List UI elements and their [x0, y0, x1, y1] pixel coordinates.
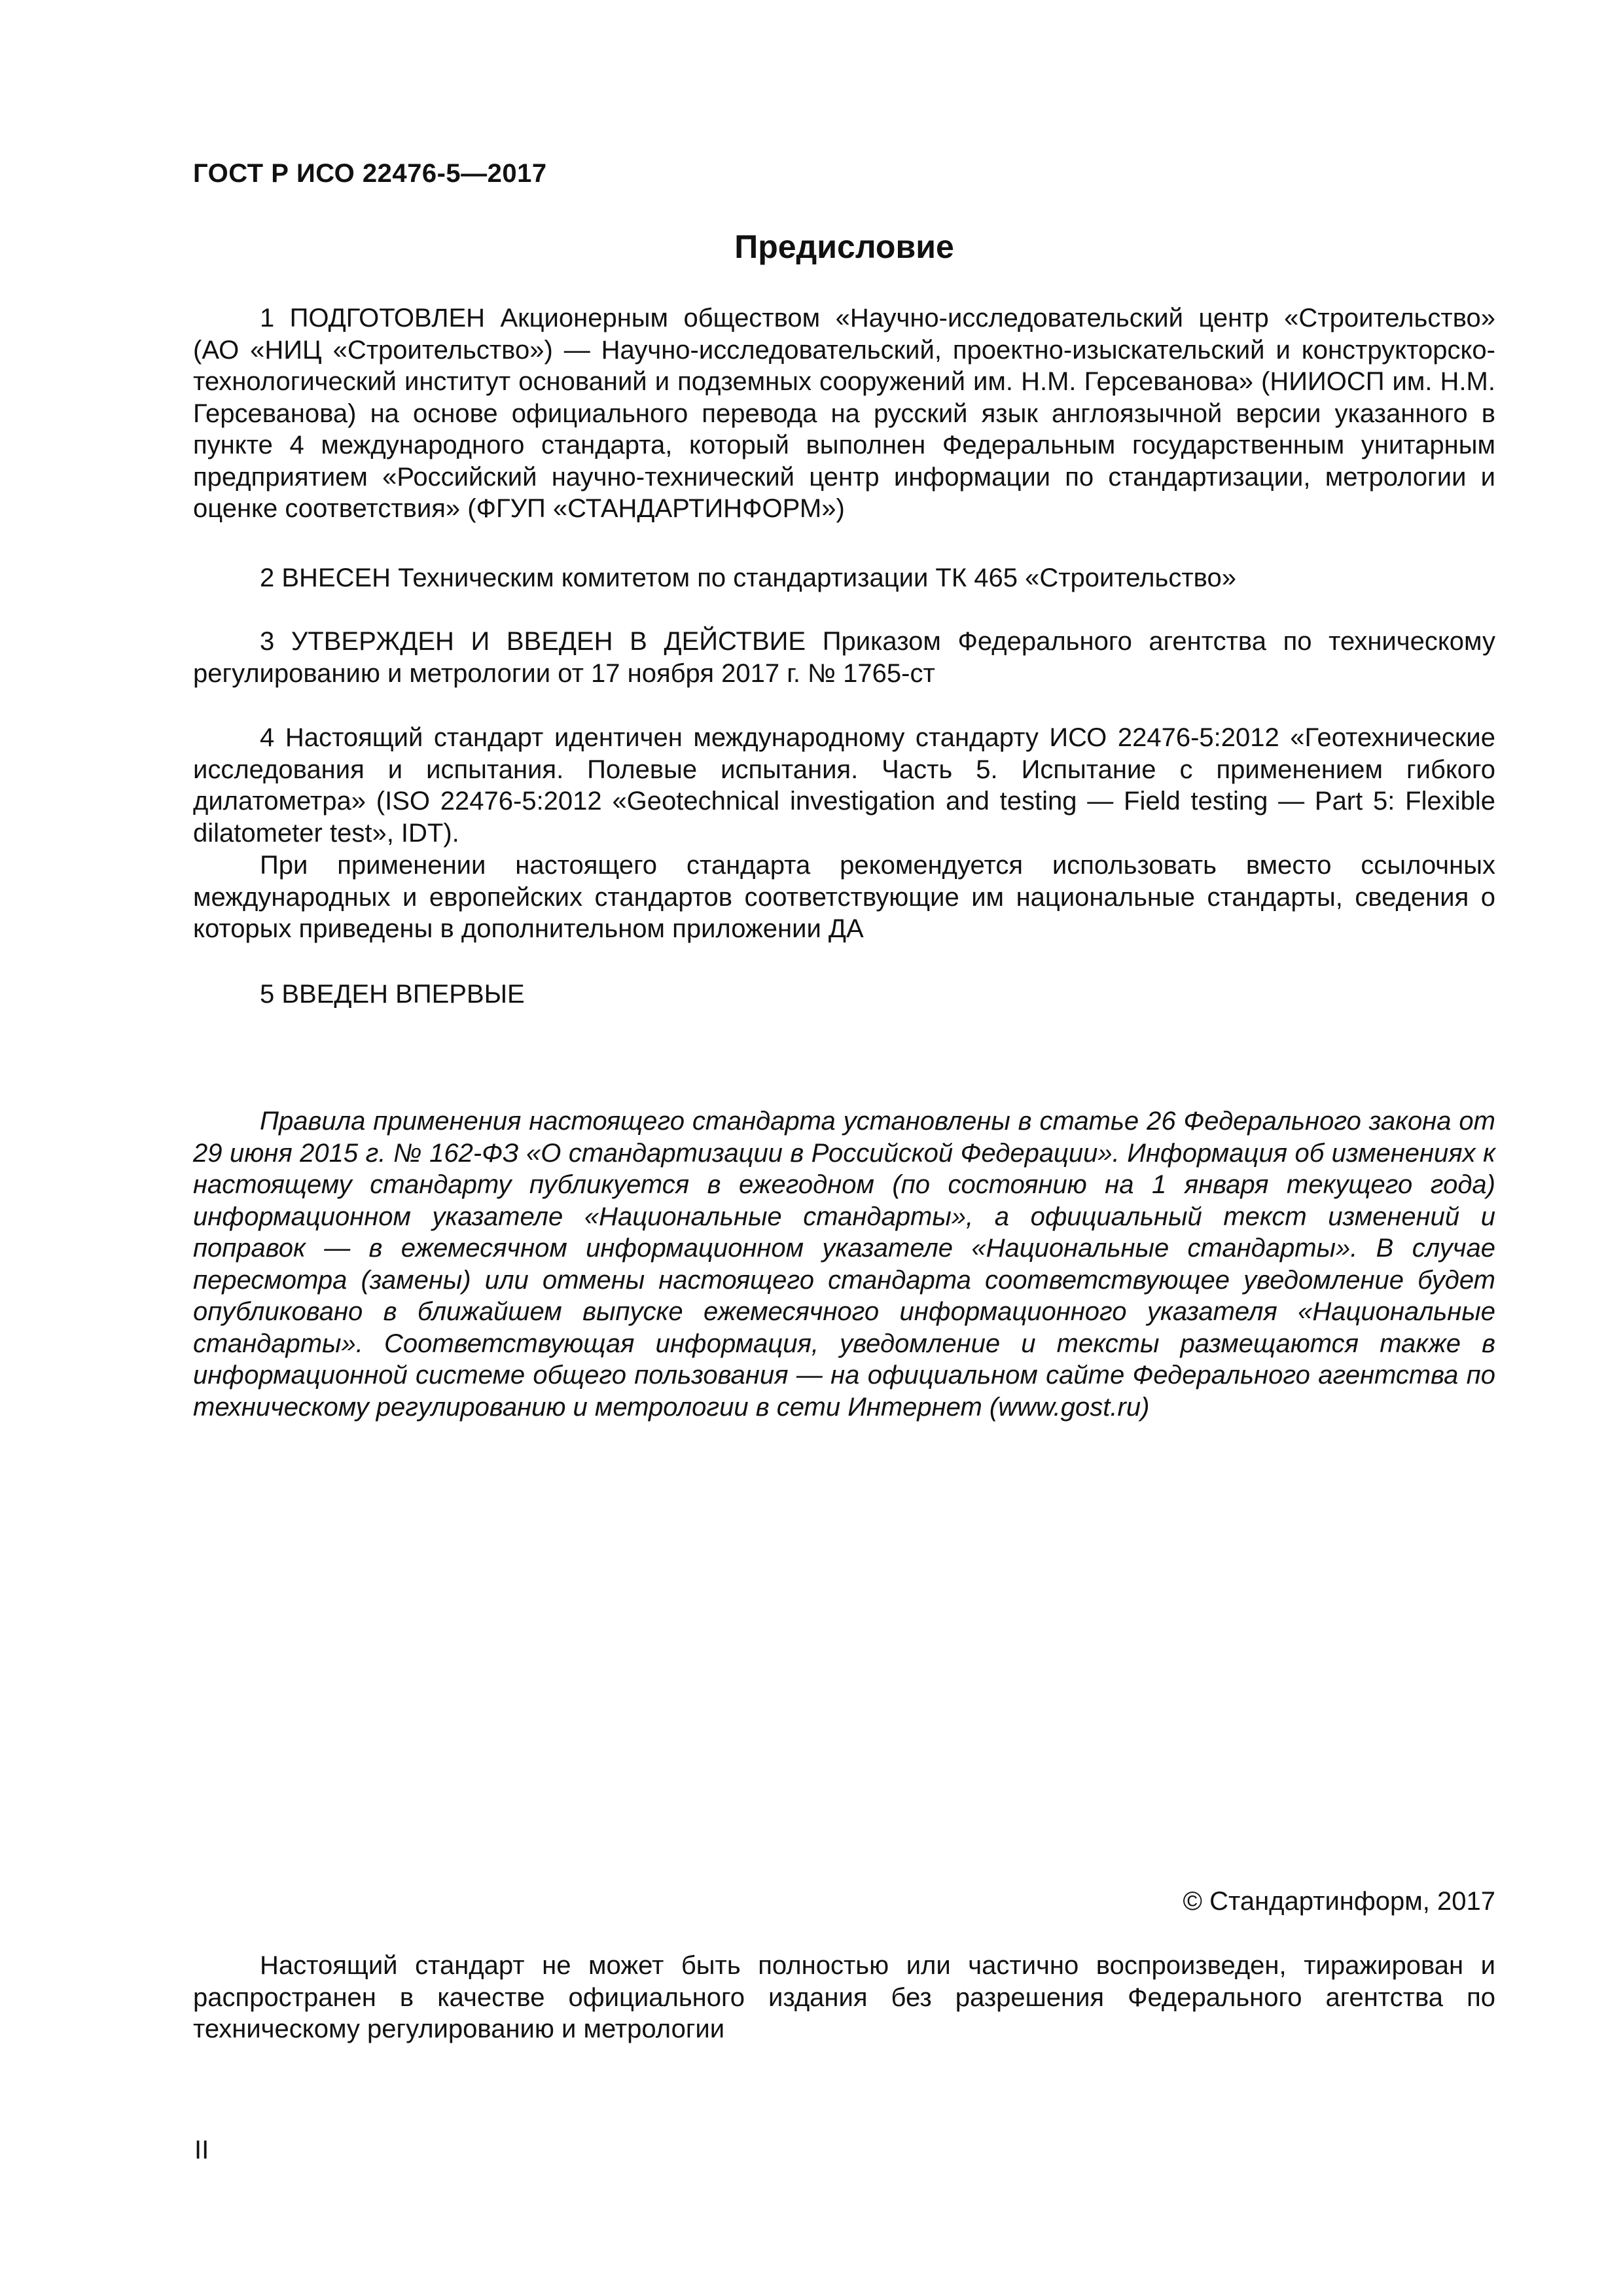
preface-item-1: 1 ПОДГОТОВЛЕН Акционерным обществом «Научно-исследовательский центр «Строительство» (АО «НИЦ «Строительство») — Научно-исследовательский, проектно-изыскательский и конструкторско-технологический институт оснований и подземных сооружений им. Н.М. Герсеванова» (НИИОСП им. Н.М. Герсеванова) на основе официального перевода на русский язык англоязычной версии указанного в пункте 4 международного стандарта, который выполнен Федеральным государственным унитарным предприятием «Российский научно-технический центр информации по стандартизации, метрологии и оценке соответствия» (ФГУП «СТАНДАРТИНФОРМ»): [193, 304, 1495, 523]
standard-code-header: ГОСТ Р ИСО 22476-5—2017: [193, 159, 547, 188]
reproduction-notice: Настоящий стандарт не может быть полностью или частично воспроизведен, тиражирован и распространен в качестве официального издания без разрешения Федерального агентства по техническому регулированию и метрологии: [193, 1951, 1495, 2043]
page-title: Предисловие: [734, 228, 954, 265]
preface-item-2: 2 ВНЕСЕН Техническим комитетом по стандартизации ТК 465 «Строительство»: [260, 564, 1236, 592]
preface-item-5: 5 ВВЕДЕН ВПЕРВЫЕ: [260, 980, 525, 1009]
application-rules-note: Правила применения настоящего стандарта установлены в статье 26 Федерального закона от 29 июня 2015 г. № 162-ФЗ «О стандартизации в Российской Федерации». Информация об изменениях к настоящему стандарту публикуется в ежегодном (по состоянию на 1 января текущего года) информационном указателе «Национальные стандарты», а официальный текст изменений и поправок — в ежемесячном информационном указателе «Национальные стандарты». В случае пересмотра (замены) или отмены настоящего стандарта соответствующее уведомление будет опубликовано в ближайшем выпуске ежемесячного информационного указателя «Национальные стандарты». Соответствующая информация, уведомление и тексты размещаются также в информационной системе общего пользования — на официальном сайте Федерального агентства по техническому регулированию и метрологии в сети Интернет (www.gost.ru): [193, 1107, 1495, 1422]
preface-item-3: 3 УТВЕРЖДЕН И ВВЕДЕН В ДЕЙСТВИЕ Приказом Федерального агентства по техническому регулированию и метрологии от 17 ноября 2017 г. № 1765-ст: [193, 627, 1495, 688]
preface-item-4: 4 Настоящий стандарт идентичен международному стандарту ИСО 22476-5:2012 «Геотехнические исследования и испытания. Полевые испытания. Часть 5. Испытание с применением гибкого дилатометра» (ISO 22476-5:2012 «Geotechnical investigation and testing — Field testing — Part 5: Flexible dilatometer test», IDT).: [193, 723, 1495, 848]
page-number: II: [194, 2136, 209, 2164]
copyright-line: © Стандартинформ, 2017: [1183, 1887, 1495, 1916]
preface-item-4-note: При применении настоящего стандарта рекомендуется использовать вместо ссылочных международных и европейских стандартов соответствующие им национальные стандарты, сведения о которых приведены в дополнительном приложении ДА: [193, 851, 1495, 943]
